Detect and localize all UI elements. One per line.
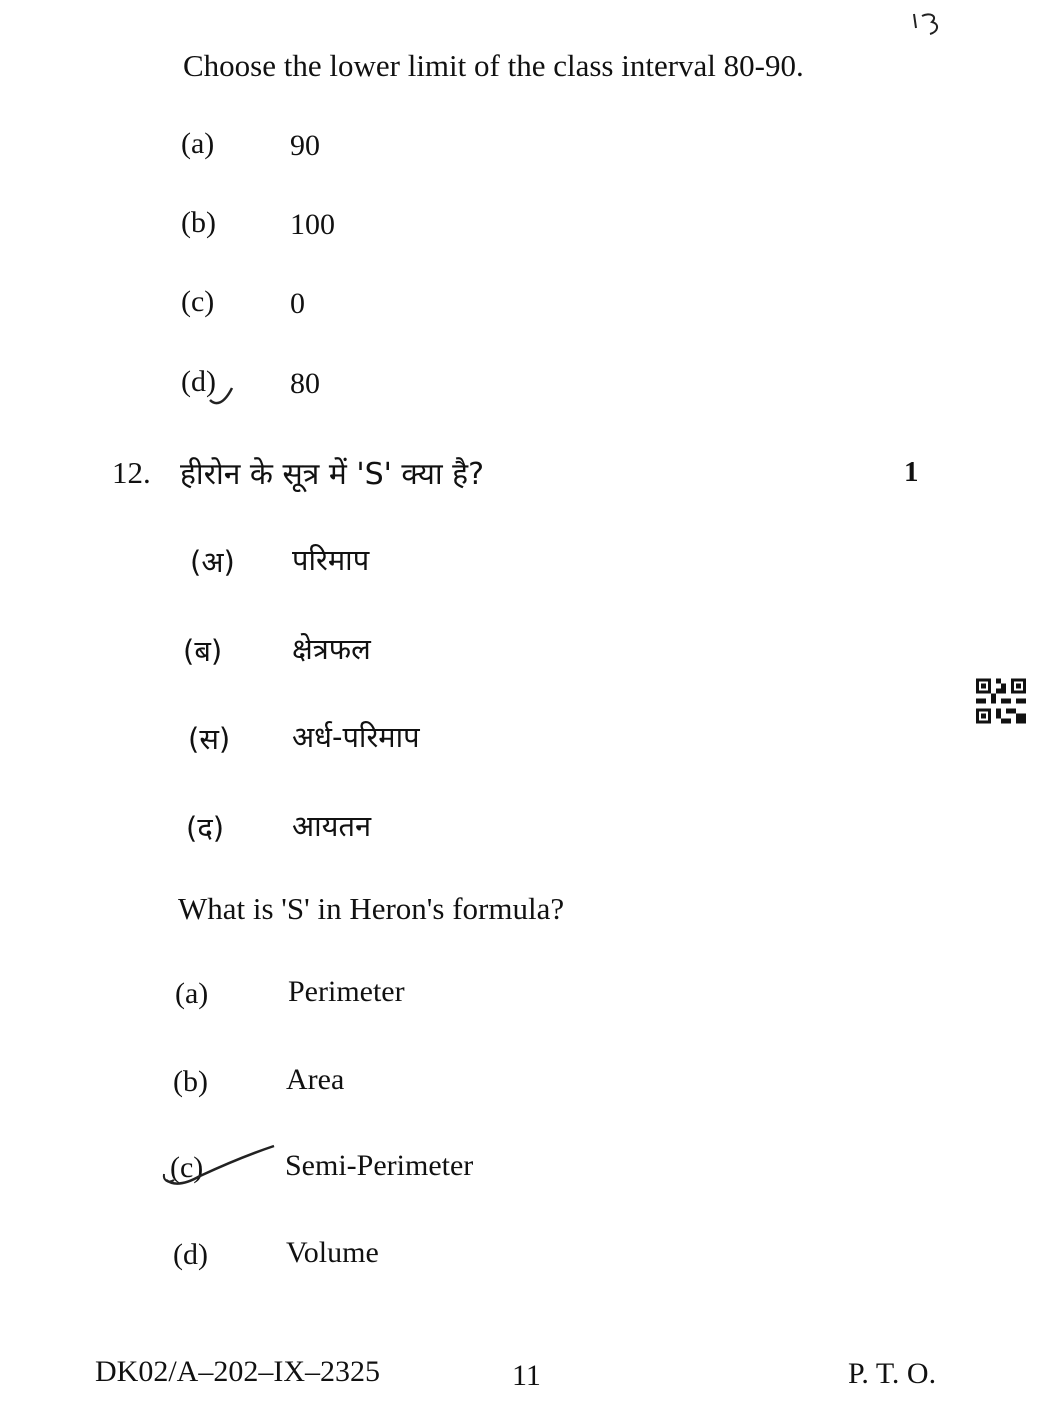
q11-option-a-text: 90 [290,129,320,162]
q12-hindi-option-a-text: परिमाप [292,543,370,577]
q12-hindi-option-a-label: (अ) [190,545,235,579]
q11-option-a-label: (a) [181,127,215,160]
question-12-marks: 1 [904,456,919,488]
q12-option-d-text: Volume [286,1236,379,1269]
answer-tick-mark-q12 [160,1140,280,1190]
q12-option-b-text: Area [286,1063,345,1096]
q11-option-d-label: (d) [181,365,216,398]
q12-hindi-option-b-label: (ब) [183,634,223,668]
q12-hindi-option-b-text: क्षेत्रफल [292,632,371,666]
q12-hindi-option-c-label: (स) [188,722,231,756]
question-12-number: 12. [112,455,151,490]
q11-option-d-text: 80 [290,367,320,400]
footer-page-number: 11 [512,1359,541,1392]
q11-option-b-label: (b) [181,206,216,239]
question-11-text: Choose the lower limit of the class interval 80-90. [183,48,804,83]
q12-option-a-label: (a) [175,977,209,1010]
q11-option-b-text: 100 [290,208,335,241]
corner-pen-mark [912,10,952,40]
qr-code [976,678,1026,724]
q12-hindi-option-d-text: आयतन [292,809,372,843]
q12-hindi-option-c-text: अर्ध-परिमाप [292,720,420,754]
q12-hindi-option-d-label: (द) [186,811,225,845]
question-12-english-text: What is 'S' in Heron's formula? [178,891,565,926]
q12-option-a-text: Perimeter [288,975,405,1008]
footer-pto: P. T. O. [848,1357,937,1390]
q12-option-c-label: (c) [170,1151,204,1184]
q12-option-b-label: (b) [173,1065,208,1098]
q11-option-c-label: (c) [181,285,215,318]
q12-option-c-text: Semi-Perimeter [285,1149,474,1182]
question-12-hindi-text: हीरोन के सूत्र में 'S' क्या है? [180,457,485,492]
answer-tick-mark-q11 [208,378,238,408]
footer-paper-code: DK02/A–202–IX–2325 [95,1355,380,1388]
q12-option-d-label: (d) [173,1238,208,1271]
q11-option-c-text: 0 [290,287,305,320]
